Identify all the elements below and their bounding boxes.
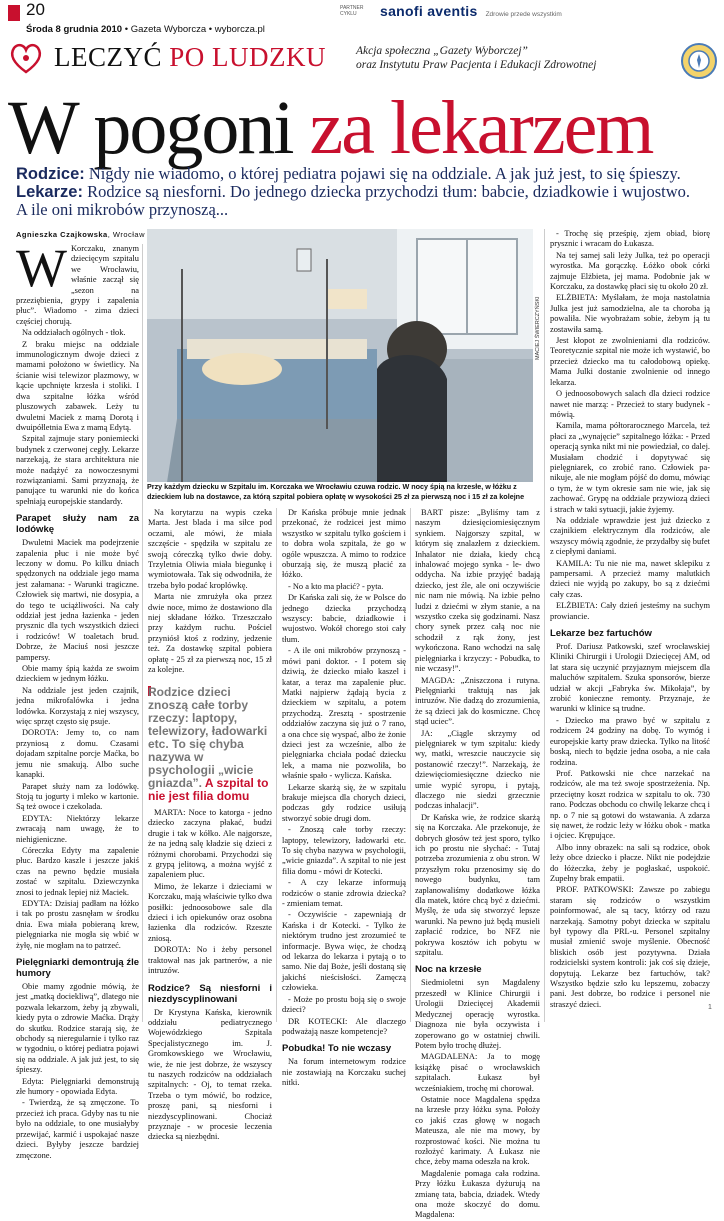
- institute-seal-icon: [680, 42, 718, 80]
- series-subtitle: [356, 44, 596, 72]
- paragraph: Dr Krystyna Kańska, kierownik oddziału pediatrycznego Wojewódzkiego Szpitala Specjalistycznego im. J. Gromkowskiego we Wrocławiu, wie, że nie jest dobrze, że wszyscy tu naszych rodziców na oddziałach szpitalnych: - Oj, to temat rzeka. Trzeba o tym mówić, bo rodzice, proszę pani, są niesforni i niezdyscyplinowani. Chociaż przyznaje - w procesie leczenia dziecka są niezbędni.: [148, 1007, 272, 1142]
- paragraph: ELŻBIETA: Myślałam, że moja nastolatnia Julka jest już samodzielna, ale ta choroba ją powaliła. Nie wyobrażam sobie, żebym ją tu zostawiła samą.: [550, 293, 710, 334]
- paragraph: JA: „Ciągle skrzymy od pielęgniarek w tym szpitalu: kiedy wy, matki, wreszcie nauczycie się postanowić rzeczy!”. Narzekają, że dziewięciomiesięczne dziecko nie umie wypić syropu, i pytają, dlaczego nie siedzi grzecznie podczas inhalacji”.: [415, 728, 540, 811]
- publication-name: Gazeta Wyborcza: [130, 24, 207, 35]
- series-title-part1: LECZYĆ: [54, 42, 162, 72]
- section-heading: Rodzice? Są niesforni i niezdyscyplinowani: [148, 982, 272, 1005]
- section-heading: Pielęgniarki demontrują źle humory: [16, 957, 140, 979]
- sponsor-banner: [380, 3, 714, 25]
- dateline: Środa 8 grudnia 2010 • Gazeta Wyborcza • wyborcza.pl: [26, 24, 265, 35]
- article-column-4: [415, 508, 540, 1220]
- paragraph: Na korytarzu na wypis czeka Marta. Jest blada i ma siłce pod oczami, ale mówi, że miała szczęście - spędziła w szpitalu ze swoją córeczką tylko dwie doby. Trzyletnia Oliwia miała biegunkę i wymiotowała. Tak się odwodniła, że trzeba było podać kroplówkę.: [148, 508, 272, 590]
- section-heading: Lekarze bez fartuchów: [550, 628, 652, 640]
- paragraph: Marta nie zmrużyła oka przez dwie noce, mimo że dostawiono dla niej składane łóżko. Trzeszczało przy każdym ruchu. Pościel przyniósł ktoś z rodziny, jedzenie też. Za dostawkę szpital pobiera opłatę - 25 zł za pierwszą noc, 15 zł za kolejne.: [148, 592, 272, 675]
- headline: [8, 86, 716, 170]
- paragraph: Na forum internetowym rodzice nie zostawiają na Korczaku suchej nitki.: [282, 1057, 406, 1088]
- article-column-3: [282, 508, 406, 1088]
- pull-quote-emphasis: A szpital to nie jest filia domu: [148, 776, 269, 803]
- drop-cap: W: [16, 238, 67, 298]
- paragraph: Na oddziale wprawdzie jest już dziecko z czajnikiem elektrycznym dla rodziców, ale wszyscy mówią zgodnie, że przydałby się bufet z ciepłymi daniami.: [550, 515, 710, 557]
- paragraph: Córeczka Edyty ma zapalenie płuc. Bardzo kaszle i jeszcze jakiś czas na pewno będzie musiała zostać w szpitalu. Dziewczynka znosi to jednak lepiej niż Maciek.: [16, 845, 139, 897]
- column-divider: [544, 229, 545, 1022]
- section-heading: Parapet służy nam za lodówkę: [16, 513, 139, 536]
- paragraph: Z braku miejsc na oddziale immunologicznym dwoje dzieci z mamami położono w świetlicy. Na ścianie wisi telewizor plazmowy, w kącie upchnięte krzesła i stoliki. I dwa szpitalne łóżka wśród pluszowych zabawek. Leży tu dwuletni Maciek z mamą Dorotą i dwuipółletnia Ewa z mamą Edytą.: [16, 339, 139, 432]
- issue-date: Środa 8 grudnia 2010: [26, 24, 123, 35]
- series-subtitle-line2: oraz Instytutu Praw Pacjenta i Edukacji Zdrowotnej: [356, 59, 597, 71]
- lead-paragraph: Korczaku, znanym dziecięcym szpitalu we Wrocławiu, właśnie zaczął się „sezon na przeziębienia, grypy i zapalenia płuc”. Wiadomo - zima dzieci częściej chorują.: [16, 244, 139, 326]
- series-title: [54, 42, 326, 73]
- byline: Agnieszka Czajkowska, Wrocław: [16, 230, 145, 239]
- paragraph: Jest kłopot ze zwolnieniami dla rodziców. Teoretycznie szpital nie może ich wystawić, bo przecież dziecko ma tu całodobową opiekę. Mama Julki dostanie zwolnienie od innego lekarza.: [550, 336, 710, 387]
- paragraph: - Może po prostu boją się o swoje dzieci?: [282, 994, 406, 1015]
- paragraph: BART pisze: „Byliśmy tam z naszym dziesięciomiesięcznym synkiem. Najgorszy szpital, w którym się znalazłem z dzieckiem. Inhalator nie działa, kiedy chcą inhalować mojego synka - le- dwo oddycha. Na izbie przyjęć badają dziecko, jest źle, ale oni oczywiście nic nam nie mówią. Na izbie pełno ludzi z dziećmi w złym stanie, a na wszystko czeka się godzinami. Nasz chory synek przez całą noc nie schodził z rąk żony, jest wykończona. Rano wchodzi na salę pielęgniarka i krzyczy: - Pobudka, to nie wczasy!”.: [415, 508, 540, 674]
- section-heading: Pobudka! To nie wczasy: [282, 1043, 392, 1055]
- paragraph: - Znoszą całe torby rzeczy: laptopy, telewizory, ładowarki etc. To się chyba nazywa w psychologii, „wicie gniazda”. A szpital to nie jest filia domu - mówi dr Kotecki.: [282, 825, 406, 876]
- paragraph: DOROTA: No i żeby personel traktował nas jak partnerów, a nie intruzów.: [148, 945, 272, 976]
- paragraph: - Dziecko ma prawo być w szpitalu z rodzicem 24 godziny na dobę. To wymóg i europejskie karty praw dziecka. Tylko na litość boską, niech to będzie jedna osoba, a nie cała rodzina.: [550, 715, 710, 767]
- author-name: Agnieszka Czajkowska: [16, 230, 108, 239]
- page-header: [0, 0, 724, 40]
- column-divider: [142, 244, 143, 1022]
- paragraph: Albo inny obrazek: na sali są rodzice, obok leży obce dziecko i płacze. Nikt nie podejdzie do łóżeczka, żeby je pogłaskać, uspokoić. Zupełny brak empatii.: [550, 842, 710, 883]
- paragraph: Dr Kańska wie, że rodzice skarżą się na Korczaka. Ale przekonuje, że dobrych głosów też jest sporo, tylko ich po prostu nie słychać: - Tutaj potrzeba zrozumienia z obu stron. W przyszłym roku przenosimy się do nowego budynku, tam zaplanowaliśmy dodatkowe łóżka dla matek, które chcą być z dziećmi. Myślę, że uda się stworzyć lepsze warunki. Na pewno już będą musieli zapłacić rodzice, bo NFZ nie pokrywa kosztów ich pobytu w szpitalu.: [415, 812, 540, 958]
- paragraph: EDYTA: Niektórzy lekarze zwracają nam uwagę, że to niehigieniczne.: [16, 813, 139, 844]
- paragraph: Ostatnie noce Magdalena spędza na krzesłe przy łóżku syna. Położy co jakiś czas głowę w nogach Mateusza, ale nie ma mowy, by rozprostować kości. Nie można tu rozłożyć karimaty. A Łukasz nie chce, żeby mama odeszła na krok.: [415, 1094, 540, 1167]
- paragraph: - Twierdzą, że są zmęczone. To przecież ich praca. Gdyby nas tu nie było na oddziale, to one musiałyby przewijać, karmić i uspokajać nasze dzieci. Byłyby jeszcze bardziej zmęczone.: [16, 1098, 139, 1160]
- paragraph: Na oddziale jest jeden czajnik, jedna mikrofalówka i jedna lodówka. Korzystają z niej wszyscy, więc sprzęt często się psuje.: [16, 685, 139, 727]
- paragraph: Dwuletni Maciek ma podejrzenie zapalenia płuc i nie może być leczony w domu. Po kilku dniach spędzonych na oddziale jego mama jest załamana: - Warunki tragiczne. Człowiek się martwi, nie dosypia, a do tego te uciążliwości. Na cały oddział jest jedna łazienka - jeden prysznic dla tych wszystkich dzieci i rodziców! W toaletach brud. Dobrze, że Maciuś nosi jeszcze pampersy.: [16, 538, 139, 662]
- website: wyborcza.pl: [214, 24, 265, 35]
- paragraph: Obie mamy śpią każda ze swoim dzieckiem w jednym łóżku.: [16, 664, 139, 684]
- column-divider: [410, 508, 411, 1022]
- deck-line-parents: [16, 165, 706, 183]
- paragraph: Parapet służy nam za lodówkę. Stoją tu jogurty i mleko w kartonie. Są też owoce i czekolada.: [16, 781, 139, 812]
- deck-line-microbes: A ile oni mikrobów przynoszą...: [16, 200, 229, 219]
- paragraph: ELŻBIETA: Cały dzień jesteśmy na suchym prowiancie.: [550, 601, 710, 621]
- headline-part1: W pogoni: [8, 86, 293, 170]
- byline-place: Wrocław: [112, 230, 145, 239]
- article-column-2-continued: [148, 808, 272, 1142]
- paragraph: - A czy lekarze informują rodziców o stanie zdrowia dziecka? - zmieniam temat.: [282, 878, 406, 909]
- paragraph: MAGDA: „Zniszczona i rutyna. Pielęgniarki traktują nas jak intruzów. Nie dadzą do zrozumienia, że są dzieci jak do kosmiczne. Chcę stąd uciec”.: [415, 675, 540, 727]
- paragraph: - No a kto ma płacić? - pyta.: [288, 581, 384, 591]
- paragraph: DR KOTECKI: Ale dlaczego podważają nasze kompetencje?: [282, 1016, 406, 1036]
- article-column-5: [550, 229, 710, 1022]
- series-banner: [8, 40, 716, 80]
- paragraph: KAMILA: Tu nie nie ma, nawet sklepiku z pampersami. A przecież mamy malutkich dzieci nie wyjdą po zakupy, bo są z dziećmi cały czas.: [550, 558, 710, 599]
- paragraph: Magdalenie pomaga cała rodzina. Przy łóżku Łukasza dyżurują na zmianę tata, babcia, dziadek. Wtedy ona może skoczyć do domu. Magdalena:: [415, 1168, 540, 1220]
- sponsor-tagline: Zdrowie przede wszystkim: [485, 11, 562, 18]
- paragraph: Na tej samej sali leży Julka, też po operacji wyrostka. Ma gorączkę. Łóżko obok córki zajmuje Elżbieta, jej mama. Podobnie jak w Korczaku, za dostawkę płaci się tu około 20 zł.: [550, 250, 710, 292]
- paragraph: Prof. Patkowski nie chce narzekać na rodziców, ale ma też swoje spostrzeżenia. Np. przeciętny koszt rodzica w szpitalu to ok. 730 rano. Podczas obchodu co chwilę lekarze chcą i np. o 7 nie są gotowi do wstawania. A zdarza się nawet, że rodzic leży w łóżku obok - matka i ojciec. Krępujące.: [550, 768, 710, 841]
- paragraph: Dr Kańska zali się, że w Polsce do jednego dziecka przychodzą wszyscy: babcie, dziadkowie i wujostwo. Wokół chorego stoi cały tłum.: [282, 593, 406, 644]
- deck-text-parents: Nigdy nie wiadomo, o której pediatra pojawi się na oddziale. A jak już jest, to się śpieszy.: [88, 164, 681, 183]
- paragraph: Edyta: Pielęgniarki demonstrują złe humory - opowiada Edyta.: [16, 1076, 139, 1097]
- paragraph: - Oczywiście - zapewniają dr Kańska i dr Kotecki. - Tylko że niektórym trudno jest zrozumieć te informacje. Bywa więc, że chodzą od lekarza do lekarza i pytają o to samo. Nie daj Boże, jeśli dostaną się jakichś nieścisłości. Zamęczą człowieka.: [282, 910, 406, 993]
- deck-label-doctors: Lekarze:: [16, 183, 83, 201]
- pull-quote-text: Rodzice dzieci znoszą całe torby rzeczy: laptopy, telewizory, ładowarki etc. To się chyba nazywa w psychologii „wicie gniazda”.: [148, 685, 268, 790]
- photo-credit: MACIEJ ŚWIERCZYŃSKI: [535, 296, 541, 360]
- photo-image: [147, 229, 533, 482]
- paragraph: EDYTA: Dzisiaj padłam na łóżko i tak po prostu zasnęłam w środku dnia. Ewa miała pobieraną krew, pielęgniarka nie mogła się wbić w żyłę, nie mogłam na to patrzeć.: [16, 898, 139, 950]
- paragraph: Lekarze skarżą się, że w szpitalu brakuje miejsca dla chorych dzieci, podczas gdy rodzice usiłują stworzyć sobie drugi dom.: [282, 782, 406, 823]
- series-title-part2: PO LUDZKU: [169, 42, 326, 72]
- deck-label-parents: Rodzice:: [16, 165, 85, 183]
- deck-line-doctors: [16, 183, 706, 201]
- paragraph: MAGDALENA: Ja to mogę książkę pisać o wrocławskich szpitalach. Łukasz był wcześniakiem, trochę mi chorował.: [415, 1052, 540, 1093]
- section-marker: [8, 5, 20, 21]
- paragraph: - Trochę się prześpię, zjem obiad, biorę prysznic i wracam do Łukasza.: [550, 229, 710, 249]
- paragraph: PROF. PATKOWSKI: Zawsze po zabiegu staram się rodziców o wszystkim poinformować, ale są tacy, którzy od razu narzekają. Samotny pobyt dziecka w szpitalu był typowy dla PRL-u. Personel szpitalny musiał zmienić swoje myślenie. Obecność bliskich osób jest pozytywna. Działa rodzicielski system kontroli: jak coś się dzieje, dopytują. Lekarze bez fartuchów, tak? Wszystko będzie szło ku lepszemu, zobaczy pani. Jest dobrze, bo rodzice i personel nie straszyć dzieci.: [550, 885, 710, 1009]
- paragraph: Prof. Dariusz Patkowski, szef wrocławskiej Kliniki Chirurgii i Urologii Dziecięcej AM, od lat stara się uczynić przyjaznym miejscem dla maluchów szpitalem. Szuka sponsorów, bierze udział w akcji „Fabryka św. Mikołaja”, by zrobić konieczne remonty. Przyznaje, że warunki w klinice są trudne.: [550, 642, 710, 714]
- paragraph: Dr Kańska próbuje mnie jednak przekonać, że rodzicei jest mimo wszystko w szpitalu tylko gościem i to dobra wola szpitala, że go w ogóle wpuszcza. A mimo to rodzice oburzają się, że muszą płacić za łóżko.: [282, 508, 406, 580]
- section-heading: Noc na krzesłe: [415, 964, 482, 976]
- article-column-1: [16, 238, 140, 1160]
- photo-caption: Przy każdym dziecku w Szpitalu im. Korczaka we Wrocławiu czuwa rodzic. W nocy śpią na krzesłe, w łóżku z dzieckiem lub na dostawce, za którą szpital pobiera opłatę w wysokości 25 zł za pierwszą noc i 15 zł za kolejne: [147, 482, 525, 501]
- page-number: 20: [26, 0, 45, 19]
- headline-part2: za lekarzem: [309, 86, 653, 170]
- sponsor-label: PARTNER CYKLU: [340, 5, 364, 17]
- deck-text-doctors: Rodzice są niesforni. Do jednego dziecka przychodzi tłum: babcie, dziadkowie i wujostwo.: [87, 182, 691, 201]
- series-subtitle-line1: Akcja społeczna „Gazety Wyborczej”: [356, 45, 528, 57]
- paragraph: Szpital zajmuje stary poniemiecki budynek z czerwonej cegły. Lekarze narzekają, że stara architektura nie może nadążyć za nowoczesnymi rozwiązaniami. Sami przyznają, że panujące tu warunki nie do końca spełniają europejskie standardy.: [16, 434, 139, 506]
- hospital-room-photo: [147, 229, 533, 482]
- corner-number: 1: [708, 1004, 712, 1011]
- article-deck: [16, 165, 706, 219]
- paragraph: Na oddziałach ogólnych - tłok.: [22, 328, 126, 338]
- article-column-2: [148, 508, 272, 684]
- paragraph: MARTA: Noce to katorga - jedno dziecko zaczyna płakać, budzi drugie i tak w kółko. Ale najgorsze, że na jedną salę kładzie się dzieci z różnymi chorobami. Przychodzi się z grypą jelitową, a można wyjść z zapaleniem płuc.: [148, 808, 272, 880]
- paragraph: - A ile oni mikrobów przynoszą - mówi pani doktor. - I potem się dziwią, że dziecko miało kaszel i katar, a teraz ma zapalenie płuc. Matki najpierw żądają bycia z dzieckiem w szpitalu, a potem przychodzą. Zresztą - spostrzenie oddziałów zaczyna się już o 7 rano, a ona chce się wyspać, albo że żonie dzieci jest za wcześnie, albo że pielęgniarka chciała podać dziecku lek, a mama nie pozwoliła, bo właśnie spało - wylicza. Kańska.: [282, 646, 406, 781]
- paragraph: Obie mamy zgodnie mówią, że jest „matką dociekliwą”, dlatego nie pozwala lekarzom, żeby ją zbywali, kiedy pyta o zdrowie Maćka. Drąży do skutku. Rodzice starają się, że obchody są nieregularnie i tylko raz w tygodniu, o której pediatra pojawi się na oddziale. A jak już jest, to się śpieszy.: [16, 982, 139, 1075]
- sponsor-logo: sanofi aventis: [380, 3, 478, 19]
- column-divider: [276, 508, 277, 1022]
- paragraph: Kamila, mama półtorarocznego Marcela, też płaci za „wynajęcie” szpitalnego łóżka: - Przed operacją synka nikt mi nie powiedział, co dalej. Musiałam chodzić i dopytywać się pielęgniarek, co zrobić rano. Człowiek pa- nikuje, ale nie mogłam pójść do domu, mówiąc o tym, że w tym okresie sam nie wie, jak się zachować. Grypę na oddziale przywiozą dzieci i strach w taki sytuacji, jakie żyjemy.: [550, 421, 710, 514]
- paragraph: Mimo, że lekarze i dzieciami w Korczaku, mają właściwie tylko dwa posiłki: jednoosobowe sale dla dzieci i ich opiekunów oraz osobna łazienka dla rodziców. Rzeszte zniosą.: [148, 881, 272, 943]
- pull-quote: [148, 686, 272, 804]
- paragraph: DOROTA: Jemy to, co nam przyniosą z domu. Czasami dojadam szpitalne porcje Maćka, bo jemu nie smakują. Albo suche kanapki.: [16, 728, 139, 780]
- paragraph: Siedmioletni syn Magdaleny przeszedł w Klinice Chirurgii i Urologii Dziecięcej Akademii Medycznej operację wyrostka. Diagnoza nie była oczywista i zoperowano go w ostatniej chwili. Potem było trochę dłużej.: [415, 978, 540, 1050]
- paragraph: O jednoosobowych salach dla dzieci rodzice nawet nie marzą: - Przecież to stary budynek - mówią.: [550, 389, 710, 419]
- heart-stethoscope-icon: [8, 40, 44, 76]
